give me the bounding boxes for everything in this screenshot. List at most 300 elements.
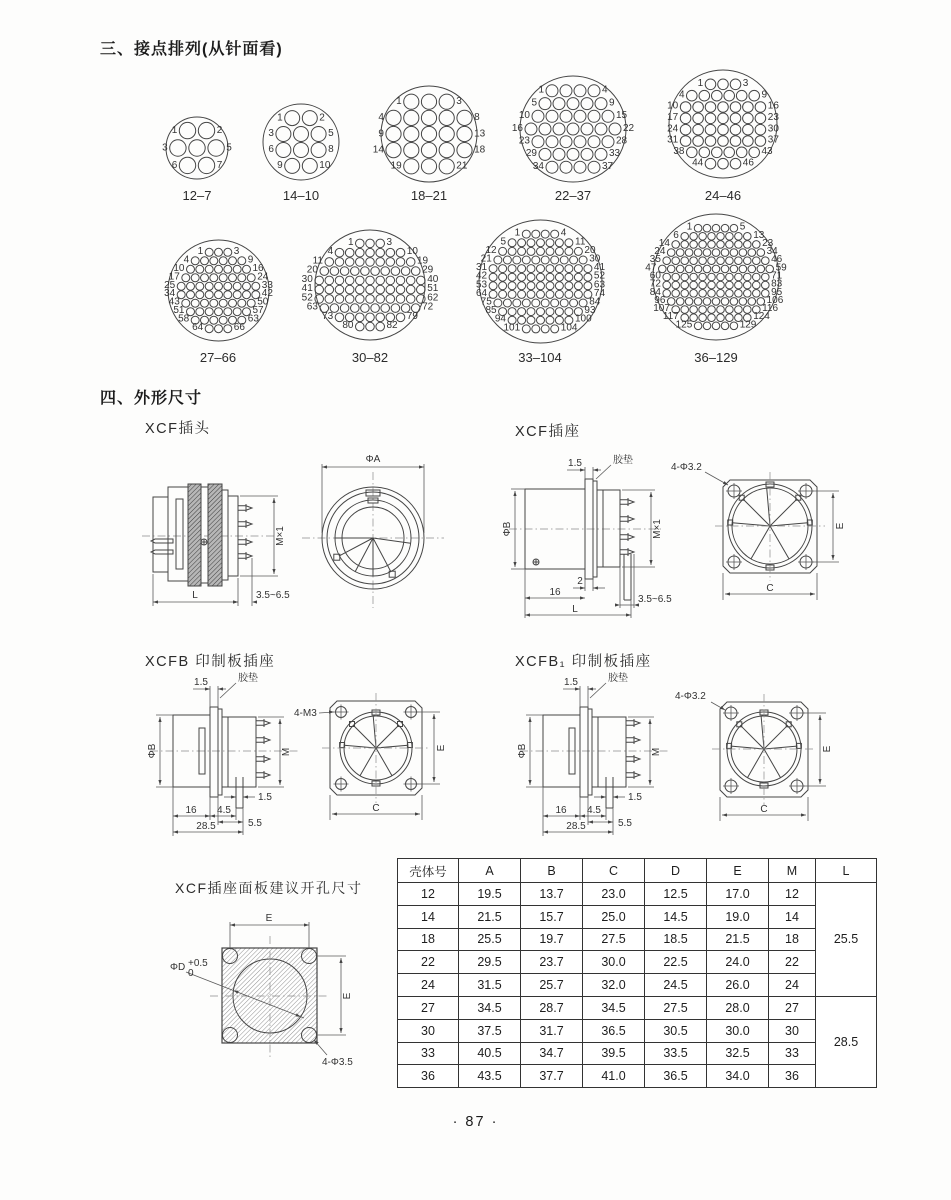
svg-text:C: C (760, 804, 768, 815)
svg-text:M×1: M×1 (275, 526, 286, 546)
table-header-cell: C (583, 859, 645, 883)
table-cell: 19.0 (707, 905, 769, 928)
table-cell: 25.5 (459, 928, 521, 951)
table-cell: 28.7 (521, 996, 583, 1019)
svg-text:17: 17 (667, 111, 679, 123)
table-header-cell: B (521, 859, 583, 883)
svg-text:22: 22 (623, 122, 635, 134)
connector-label: 18–21 (410, 188, 448, 203)
connector-label: 22–37 (554, 188, 592, 203)
svg-text:2: 2 (216, 125, 223, 136)
svg-text:14: 14 (372, 144, 384, 156)
table-cell-l-group: 28.5 (816, 996, 877, 1087)
svg-text:34: 34 (163, 287, 175, 299)
svg-text:15: 15 (616, 110, 628, 122)
table-cell: 31.7 (521, 1019, 583, 1042)
svg-text:1.5: 1.5 (564, 677, 578, 688)
svg-text:11: 11 (574, 235, 585, 247)
svg-text:1.5: 1.5 (194, 677, 208, 688)
table-cell: 19.5 (459, 883, 521, 906)
svg-text:13: 13 (753, 229, 765, 241)
table-row (398, 1019, 877, 1042)
svg-text:1: 1 (347, 236, 354, 248)
table-cell: 14 (769, 905, 816, 928)
table-cell: 27.5 (583, 928, 645, 951)
svg-text:71: 71 (771, 270, 783, 282)
table-row (398, 1042, 877, 1065)
table-cell: 41.0 (583, 1065, 645, 1088)
svg-text:9: 9 (247, 253, 253, 265)
table-cell: 13.7 (521, 883, 583, 906)
svg-text:73: 73 (322, 310, 334, 322)
svg-text:1: 1 (277, 112, 283, 124)
svg-text:3: 3 (268, 128, 274, 140)
cutout-drawing-title: XCF插座面板建议开孔尺寸 (175, 880, 363, 896)
connector-label: 14–10 (282, 188, 320, 203)
table-cell: 12 (398, 883, 459, 906)
svg-text:72: 72 (422, 301, 434, 313)
svg-text:52: 52 (593, 270, 605, 282)
table-cell: 23.7 (521, 951, 583, 974)
svg-text:75: 75 (480, 296, 492, 307)
svg-text:4: 4 (327, 246, 334, 258)
table-cell: 12.5 (645, 883, 707, 906)
table-cell-l-group: 25.5 (816, 883, 877, 997)
table-cell: 30.5 (645, 1019, 707, 1042)
table-cell: 37.5 (459, 1019, 521, 1042)
svg-text:10: 10 (667, 100, 679, 112)
table-cell: 32.5 (707, 1042, 769, 1065)
connector-insert-svg (461, 215, 620, 348)
svg-text:胶垫: 胶垫 (613, 455, 633, 466)
pcb1-front-view (282, 686, 447, 838)
svg-text:47: 47 (645, 262, 657, 274)
plug-drawing-title: XCF插头 (145, 421, 211, 437)
svg-text:59: 59 (775, 262, 787, 274)
connector-insert-svg (502, 71, 644, 187)
svg-text:5.5: 5.5 (618, 818, 632, 829)
pcb2-drawing-title: XCFB₁ 印制板插座 (515, 654, 652, 670)
connector-diagram-24–46 (651, 65, 795, 183)
table-cell: 39.5 (583, 1042, 645, 1065)
connector-label: 27–66 (199, 350, 237, 365)
svg-text:24: 24 (654, 246, 666, 258)
table-cell: 22.5 (645, 951, 707, 974)
svg-text:74: 74 (593, 287, 605, 299)
svg-text:5: 5 (531, 97, 537, 109)
svg-text:0: 0 (188, 968, 194, 979)
table-cell: 33 (769, 1042, 816, 1065)
table-cell: 36.5 (645, 1065, 707, 1088)
svg-text:50: 50 (256, 296, 268, 308)
pcb1-drawing-title: XCFB 印制板插座 (145, 654, 276, 670)
svg-text:9: 9 (378, 128, 384, 140)
connector-label: 36–129 (694, 350, 738, 365)
svg-text:2: 2 (577, 576, 583, 587)
svg-text:80: 80 (342, 320, 354, 332)
svg-text:7: 7 (216, 159, 223, 171)
table-cell: 24 (769, 974, 816, 997)
svg-text:13: 13 (474, 128, 486, 140)
table-header-cell: 壳体号 (398, 859, 459, 883)
svg-text:107: 107 (653, 303, 670, 315)
svg-text:M: M (651, 747, 662, 757)
table-cell: 18 (398, 928, 459, 951)
connector-label: 24–46 (704, 188, 742, 203)
svg-text:9: 9 (609, 97, 615, 109)
svg-text:6: 6 (673, 229, 679, 241)
connector-label: 12–7 (182, 188, 212, 203)
svg-text:1: 1 (697, 77, 704, 89)
table-cell: 24 (398, 974, 459, 997)
table-cell: 28.0 (707, 996, 769, 1019)
table-cell: 34.5 (459, 996, 521, 1019)
svg-text:3: 3 (233, 245, 239, 257)
table-header-cell: M (769, 859, 816, 883)
svg-text:30: 30 (301, 273, 313, 285)
svg-text:20: 20 (306, 264, 318, 276)
svg-text:33: 33 (261, 279, 273, 291)
svg-text:5: 5 (499, 235, 506, 247)
svg-text:E: E (436, 744, 447, 752)
svg-text:23: 23 (767, 111, 779, 123)
svg-text:4.5: 4.5 (587, 805, 601, 816)
table-row (398, 1065, 877, 1088)
table-cell: 27.5 (645, 996, 707, 1019)
connector-diagram-33–104 (461, 215, 620, 348)
svg-text:20: 20 (583, 244, 596, 256)
table-cell: 23.0 (583, 883, 645, 906)
table-cell: 34.7 (521, 1042, 583, 1065)
connector-label: 33–104 (518, 350, 562, 365)
svg-text:37: 37 (767, 134, 779, 146)
svg-text:66: 66 (233, 321, 245, 333)
table-row (398, 928, 877, 951)
svg-text:21: 21 (456, 160, 468, 172)
svg-text:28.5: 28.5 (566, 821, 586, 832)
svg-text:31: 31 (667, 134, 679, 146)
table-cell: 25.0 (583, 905, 645, 928)
table-cell: 33 (398, 1042, 459, 1065)
svg-text:胶垫: 胶垫 (238, 673, 258, 684)
table-cell: 24.0 (707, 951, 769, 974)
svg-text:ΦA: ΦA (365, 454, 381, 465)
svg-text:43: 43 (168, 296, 180, 308)
table-cell: 29.5 (459, 951, 521, 974)
svg-text:19: 19 (390, 160, 402, 172)
svg-text:4-Φ3.2: 4-Φ3.2 (675, 691, 706, 702)
svg-text:C: C (372, 803, 380, 814)
svg-text:16: 16 (185, 805, 197, 816)
svg-text:E: E (835, 522, 846, 530)
svg-text:85: 85 (484, 304, 497, 316)
svg-text:28: 28 (616, 135, 628, 147)
table-header-cell: L (816, 859, 877, 883)
svg-text:41: 41 (301, 283, 313, 295)
svg-text:94: 94 (494, 313, 506, 325)
socket-front-svg (655, 446, 855, 614)
svg-text:M: M (281, 747, 292, 757)
svg-text:51: 51 (427, 283, 439, 295)
svg-text:96: 96 (654, 294, 666, 306)
table-cell: 36 (398, 1065, 459, 1088)
svg-text:51: 51 (172, 304, 184, 316)
svg-text:125: 125 (675, 319, 693, 331)
svg-text:+0.5: +0.5 (188, 958, 208, 969)
svg-text:38: 38 (673, 145, 685, 157)
svg-text:1: 1 (686, 221, 693, 233)
svg-text:E: E (265, 913, 273, 924)
svg-text:10: 10 (319, 160, 331, 172)
svg-text:53: 53 (475, 278, 487, 290)
svg-text:5: 5 (739, 221, 746, 233)
svg-text:6: 6 (171, 159, 178, 171)
dimension-table (397, 858, 877, 1088)
table-cell: 32.0 (583, 974, 645, 997)
svg-text:18: 18 (474, 144, 486, 156)
svg-text:16: 16 (252, 262, 264, 274)
table-header-cell: A (459, 859, 521, 883)
connector-label: 30–82 (351, 350, 389, 365)
table-cell: 40.5 (459, 1042, 521, 1065)
svg-text:1.5: 1.5 (628, 792, 642, 803)
svg-text:95: 95 (771, 286, 783, 298)
svg-text:93: 93 (583, 304, 596, 316)
svg-text:3: 3 (456, 96, 462, 107)
svg-text:L: L (572, 604, 578, 615)
svg-text:41: 41 (593, 261, 605, 273)
svg-text:23: 23 (762, 237, 774, 249)
cutout-svg (128, 898, 363, 1088)
svg-text:19: 19 (417, 255, 429, 267)
svg-text:E: E (342, 992, 353, 1000)
svg-text:5.5: 5.5 (248, 818, 262, 829)
svg-text:C: C (766, 583, 774, 594)
svg-text:24: 24 (256, 270, 268, 282)
plug-front-svg (294, 446, 464, 621)
svg-text:5: 5 (226, 142, 232, 154)
svg-text:1.5: 1.5 (568, 458, 582, 469)
pcb1-front-svg (282, 686, 447, 838)
svg-text:4: 4 (183, 253, 189, 265)
svg-text:23: 23 (518, 135, 530, 147)
svg-text:3.5~6.5: 3.5~6.5 (638, 594, 672, 605)
svg-text:10: 10 (172, 262, 184, 274)
table-cell: 27 (769, 996, 816, 1019)
svg-text:2: 2 (319, 112, 325, 124)
table-cell: 17.0 (707, 883, 769, 906)
plug-side-svg (140, 454, 310, 622)
svg-text:12: 12 (484, 244, 497, 256)
svg-text:M×1: M×1 (652, 519, 663, 539)
table-row (398, 905, 877, 928)
svg-text:34: 34 (766, 246, 778, 258)
table-cell: 43.5 (459, 1065, 521, 1088)
svg-text:83: 83 (771, 278, 783, 290)
svg-text:ΦB: ΦB (517, 743, 528, 759)
table-cell: 26.0 (707, 974, 769, 997)
table-cell: 12 (769, 883, 816, 906)
svg-text:104: 104 (560, 321, 577, 333)
svg-text:ΦB: ΦB (147, 743, 158, 759)
svg-text:4-M3: 4-M3 (294, 708, 317, 719)
table-row (398, 974, 877, 997)
page-number: · 87 · (452, 1114, 499, 1130)
svg-text:6: 6 (268, 144, 274, 156)
table-row (398, 996, 877, 1019)
svg-text:62: 62 (427, 292, 439, 304)
svg-text:8: 8 (474, 112, 480, 124)
svg-text:16: 16 (511, 122, 523, 134)
table-cell: 22 (769, 951, 816, 974)
svg-text:100: 100 (574, 313, 592, 325)
table-cell: 18.5 (645, 928, 707, 951)
table-cell: 30 (769, 1019, 816, 1042)
svg-text:44: 44 (692, 157, 704, 169)
table-cell: 22 (398, 951, 459, 974)
svg-text:57: 57 (252, 304, 264, 316)
svg-text:17: 17 (168, 270, 180, 282)
svg-text:37: 37 (602, 161, 614, 172)
plug-front-view (294, 446, 464, 621)
svg-text:31: 31 (475, 261, 487, 273)
svg-text:1: 1 (197, 245, 203, 257)
table-cell: 27 (398, 996, 459, 1019)
svg-text:1: 1 (396, 96, 402, 107)
table-row (398, 951, 877, 974)
table-cell: 34.5 (583, 996, 645, 1019)
svg-text:72: 72 (649, 278, 661, 290)
connector-diagram-27–66 (150, 235, 287, 346)
svg-text:ΦD: ΦD (170, 962, 186, 973)
table-cell: 31.5 (459, 974, 521, 997)
svg-text:4: 4 (678, 89, 685, 101)
svg-text:E: E (822, 745, 833, 753)
connector-insert-svg (148, 112, 246, 184)
table-cell: 30 (398, 1019, 459, 1042)
connector-diagram-22–37 (502, 71, 644, 187)
connector-insert-svg (363, 81, 495, 187)
svg-text:16: 16 (555, 805, 567, 816)
svg-text:101: 101 (503, 321, 520, 333)
pcb2-front-svg (645, 675, 845, 837)
svg-text:30: 30 (588, 253, 600, 264)
table-row (398, 883, 877, 906)
svg-text:84: 84 (649, 286, 661, 298)
svg-text:60: 60 (649, 270, 661, 282)
connector-insert-svg (245, 99, 357, 185)
svg-text:124: 124 (753, 311, 770, 323)
svg-text:30: 30 (767, 123, 779, 135)
svg-text:34: 34 (532, 161, 544, 172)
svg-text:35: 35 (649, 254, 661, 266)
table-cell: 36.5 (583, 1019, 645, 1042)
svg-text:63: 63 (306, 301, 318, 313)
table-cell: 33.5 (645, 1042, 707, 1065)
table-cell: 14.5 (645, 905, 707, 928)
table-header-cell: E (707, 859, 769, 883)
table-cell: 18 (769, 928, 816, 951)
svg-text:16: 16 (767, 100, 779, 112)
svg-text:24: 24 (667, 123, 679, 135)
table-header-cell: D (645, 859, 707, 883)
svg-text:42: 42 (475, 270, 487, 282)
section4-title: 四、外形尺寸 (100, 390, 203, 407)
table-cell: 21.5 (459, 905, 521, 928)
svg-text:43: 43 (761, 145, 773, 157)
svg-text:1: 1 (171, 125, 178, 136)
table-cell: 21.5 (707, 928, 769, 951)
svg-text:1.5: 1.5 (258, 792, 272, 803)
svg-text:4: 4 (378, 112, 384, 124)
svg-text:129: 129 (739, 319, 757, 331)
svg-text:42: 42 (261, 287, 273, 299)
svg-text:40: 40 (427, 273, 439, 285)
svg-text:52: 52 (301, 292, 313, 304)
table-cell: 30.0 (707, 1019, 769, 1042)
svg-text:16: 16 (549, 587, 561, 598)
table-cell: 25.7 (521, 974, 583, 997)
svg-text:10: 10 (406, 246, 418, 258)
section3-title: 三、接点排列(从针面看) (100, 41, 283, 58)
svg-text:106: 106 (766, 294, 784, 306)
pcb2-front-view (645, 675, 845, 837)
svg-text:64: 64 (475, 287, 487, 299)
svg-text:9: 9 (277, 160, 283, 172)
svg-text:1: 1 (514, 227, 520, 239)
svg-text:79: 79 (406, 310, 418, 322)
svg-text:11: 11 (312, 255, 323, 267)
connector-diagram-36–129 (635, 209, 797, 345)
connector-diagram-18–21 (363, 81, 495, 187)
svg-text:116: 116 (762, 303, 779, 315)
svg-text:10: 10 (518, 110, 530, 122)
connector-diagram-14–10 (245, 99, 357, 185)
svg-text:25: 25 (163, 279, 175, 291)
connector-insert-svg (635, 209, 797, 345)
svg-text:9: 9 (761, 89, 768, 101)
connector-insert-svg (651, 65, 795, 183)
svg-text:28.5: 28.5 (196, 821, 216, 832)
svg-text:29: 29 (422, 264, 434, 276)
connector-insert-svg (150, 235, 287, 346)
svg-text:4: 4 (602, 84, 608, 96)
table-cell: 34.0 (707, 1065, 769, 1088)
svg-text:33: 33 (609, 148, 621, 160)
table-cell: 14 (398, 905, 459, 928)
svg-text:63: 63 (593, 278, 605, 290)
svg-text:21: 21 (480, 253, 492, 264)
svg-text:64: 64 (191, 321, 203, 333)
svg-text:胶垫: 胶垫 (608, 673, 628, 684)
panel-cutout-view (128, 898, 363, 1088)
svg-text:46: 46 (771, 254, 783, 266)
table-cell: 24.5 (645, 974, 707, 997)
svg-text:29: 29 (525, 148, 537, 160)
svg-text:117: 117 (662, 311, 679, 323)
svg-text:14: 14 (658, 237, 670, 249)
connector-diagram-30–82 (297, 225, 443, 345)
connector-diagram-12–7 (148, 112, 246, 184)
svg-text:4: 4 (560, 227, 566, 239)
table-cell: 19.7 (521, 928, 583, 951)
svg-text:5: 5 (328, 128, 334, 140)
socket-front-view (655, 446, 855, 614)
plug-side-view (140, 454, 310, 622)
svg-text:84: 84 (588, 296, 600, 307)
svg-text:3.5~6.5: 3.5~6.5 (256, 590, 290, 601)
table-cell: 36 (769, 1065, 816, 1088)
